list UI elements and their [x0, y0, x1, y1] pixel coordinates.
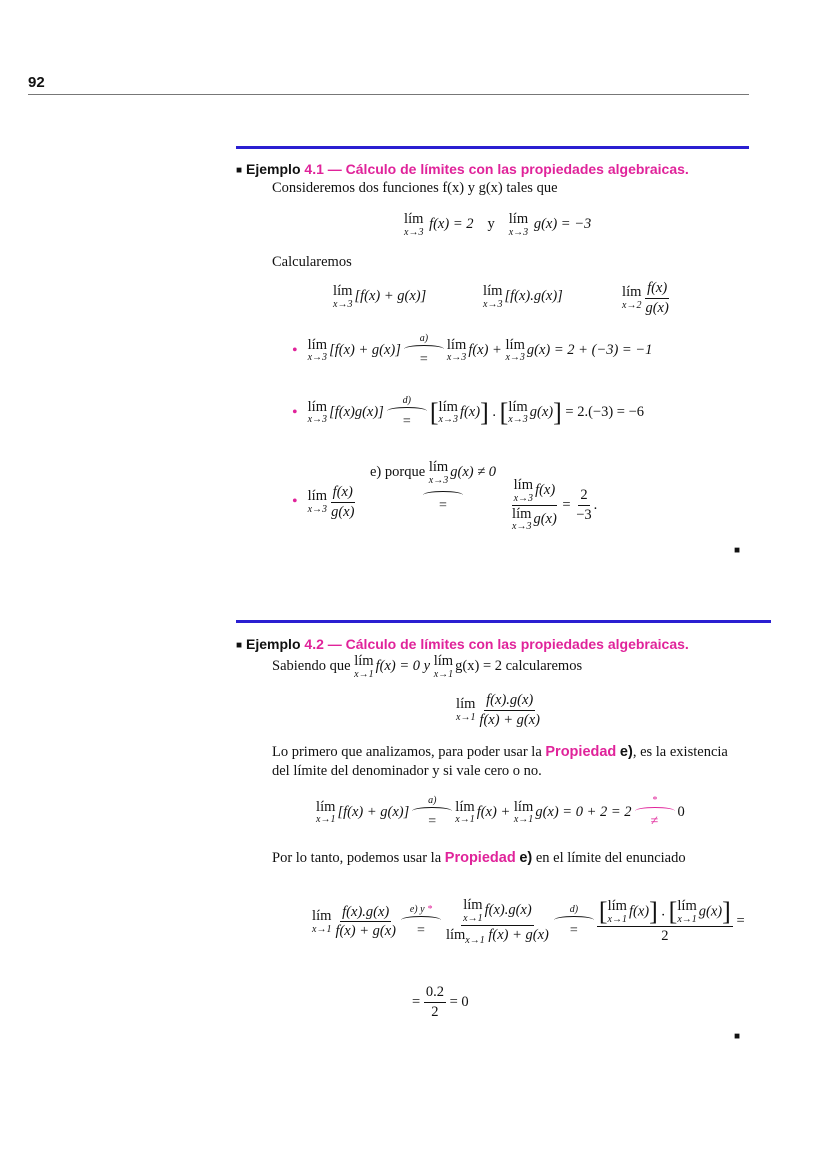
bullet-icon: • [292, 403, 298, 421]
example1-intro: Consideremos dos funciones f(x) y g(x) tales que [272, 180, 558, 196]
target-quotient: lím x→2 $\frac{f(x)}{g(x)}$ [622, 280, 669, 316]
target-product: lím x→3 [f(x).g(x)] [483, 283, 563, 310]
square-bullet-icon: ■ [236, 165, 243, 176]
bullet-icon: • [292, 493, 298, 511]
step-sum: • lím x→3 [f(x) + g(x)] a) = lím x→3 f(x) + lím x→3 g(x) = 2 + (−3) = −1 [292, 333, 653, 367]
bullet-icon: • [292, 341, 298, 359]
example-title: ■ Ejemplo 4.1 — Cálculo de límites con las propiedades algebraicas. [236, 161, 689, 177]
paragraph-1b: del límite del denominador y si vale cero o no. [272, 763, 542, 779]
step-quotient: • lím x→3 $\frac{f(x)}{g(x)}$ [292, 484, 355, 520]
example-rule [236, 620, 771, 623]
denominator-check: lím x→1 [f(x) + g(x)] a) = lím x→1 f(x) + lím x→1 g(x) = 0 + 2 = 2 * ≠ 0 [316, 795, 685, 829]
example-rule [236, 146, 749, 149]
target-sum: lím x→3 [f(x) + g(x)] [333, 283, 427, 310]
qed-icon: ■ [734, 545, 741, 556]
final-derivation: lím x→1 $\frac{f(x).g(x)}{f(x) + g(x)}$ e) y * = lím x→1 f(x).g(x) lím$_{x\to 1}$ f(x) + g(x) d) = [ lím x→1 f(x)] . [ lím x→1 g(x)] 2 = [312, 897, 745, 946]
paragraph-1: Lo primero que analizamos, para poder usar la Propiedad e), es la existencia [272, 744, 728, 760]
quotient-rhs: lím x→3 f(x) lím x→3 g(x) = $\frac{2}{-3}$ . [512, 477, 598, 532]
step-product: • lím x→3 [f(x)g(x)] d) = [ lím x→3 f(x) ] . [ lím x→3 g(x) ] = 2.(−3) = −6 [292, 395, 645, 429]
header-rule [28, 94, 749, 95]
calc-label: Calcularemos [272, 254, 352, 270]
qed-icon: ■ [734, 1031, 741, 1042]
final-result: = $\frac{0.2}{2}$ = 0 [412, 984, 469, 1020]
example-title: ■ Ejemplo 4.2 — Cálculo de límites con las propiedades algebraicas. [236, 636, 689, 652]
square-bullet-icon: ■ [236, 640, 243, 651]
given-limits: lím x→3 f(x) = 2 y lím x→3 g(x) = −3 [404, 211, 592, 238]
quotient-brace: = [420, 490, 466, 513]
example2-target: lím x→1 $\frac{f(x).g(x)}{f(x) + g(x)}$ [456, 692, 540, 728]
paragraph-2: Por lo tanto, podemos usar la Propiedad e) en el límite del enunciado [272, 850, 686, 866]
step-quotient-condition: e) porque lím x→3 g(x) ≠ 0 [370, 459, 497, 486]
example2-intro: Sabiendo que lím x→1 f(x) = 0 y lím x→1 g(x) = 2 calcularemos [272, 653, 583, 680]
page-number: 92 [28, 74, 45, 91]
